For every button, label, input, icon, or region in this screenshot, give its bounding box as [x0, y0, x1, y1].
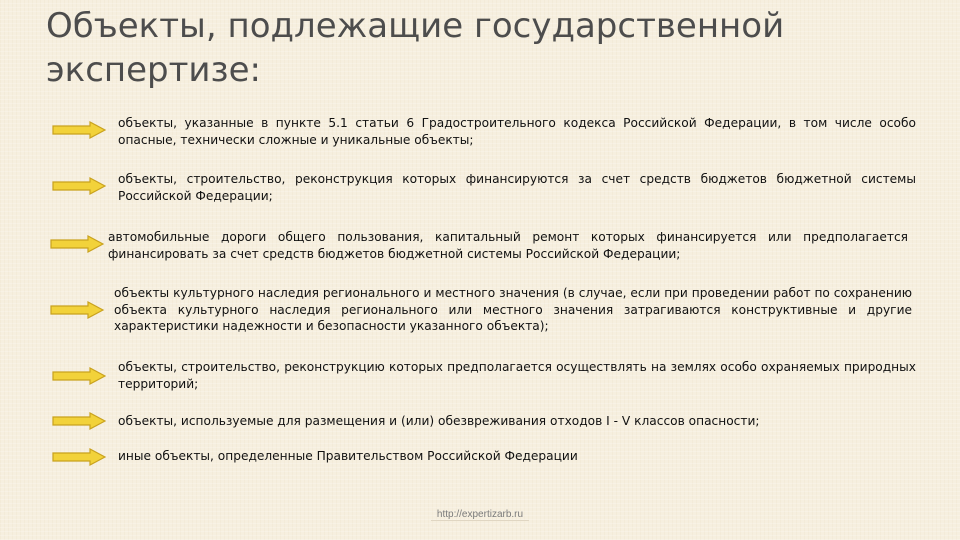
- arrow-right-icon: [52, 412, 106, 430]
- arrow-right-icon: [52, 121, 106, 139]
- title-line-2: экспертизе:: [46, 50, 261, 90]
- list-item-text: объекты, строительство, реконструкция которых финансируются за счет средств бюджетов бюджетной системы Российской Федерации;: [118, 172, 916, 203]
- arrow-right-icon: [52, 448, 106, 466]
- title-line-1: Объекты, подлежащие государственной: [46, 6, 785, 46]
- list-item-text: иные объекты, определенные Правительством Российской Федерации: [118, 449, 578, 463]
- page-title: [46, 4, 906, 92]
- list-item-text: объекты, указанные в пункте 5.1 статьи 6 Градостроительного кодекса Российской Федерации, в том числе особо опасные, технически сложные и уникальные объекты;: [118, 116, 916, 147]
- footer: [0, 509, 960, 520]
- arrow-right-icon: [52, 367, 106, 385]
- list-item-text: объекты культурного наследия регионального и местного значения (в случае, если при проведении работ по сохранению объекта культурного наследия регионального или местного значения затрагиваются конструктивные и другие характеристики надежности и безопасности указанного объекта);: [114, 286, 912, 333]
- footer-url[interactable]: http://expertizarb.ru: [431, 509, 529, 521]
- arrow-right-icon: [50, 301, 104, 319]
- list-item-text: объекты, используемые для размещения и (или) обезвреживания отходов I - V классов опасности;: [118, 414, 760, 428]
- list-item-text: объекты, строительство, реконструкцию которых предполагается осуществлять на землях особо охраняемых природных территорий;: [118, 360, 916, 391]
- list-item-text: автомобильные дороги общего пользования, капитальный ремонт которых финансируется или предполагается финансировать за счет средств бюджетов бюджетной системы Российской Федерации;: [108, 230, 908, 261]
- arrow-right-icon: [50, 235, 104, 253]
- arrow-right-icon: [52, 177, 106, 195]
